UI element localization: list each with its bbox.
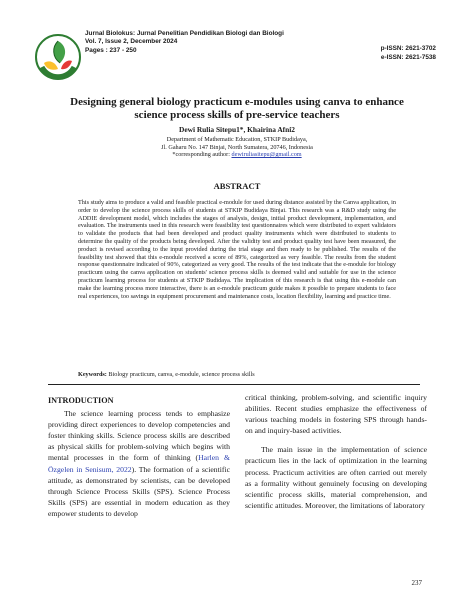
affiliation: Department of Mathematic Education, STKIP Budidaya, Jl. Gaharu No. 147 Binjai, North Sumatera, 20746, Indonesia *corresponding author: dewiruliasitepu@gmail.com [161,136,313,159]
issn-block [381,44,436,62]
intro-paragraph: The science learning process tends to emphasize providing direct experiences to develop competencies and foster thinking skills. Science process skills are described as physical skills for problem-solving which begins with mental processes in the form of thinking (Harlen & Özgelen in Senisum, 2022). The formation of a scientific attitude, as demonstrated by scientists, can be developed through Science Process Skills (SPS). Science Process Skills (SPS) are essential in modern education as they empower students to develop [48,409,231,518]
section-divider [48,384,420,385]
citation-link[interactable]: Harlen & Özgelen in Senisum, 2022 [48,453,230,474]
journal-pages: Pages : 237 - 250 [85,46,137,54]
electronic-issn: e-ISSN: 2621-7538 [380,54,436,61]
introduction-heading: INTRODUCTION [48,396,114,405]
journal-volume: Vol. 7, Issue 2, December 2024 [85,38,178,46]
keywords: Keywords: Biology practicum, canva, e-module, science process skills [78,371,255,378]
journal-info [85,30,284,55]
author-list: Dewi Rulia Sitepu1*, Khairina Afni2 [178,125,295,134]
intro-paragraph-2: The main issue in the implementation of science practicum lies in the lack of optimization in the learning process. Practicum activities are often carried out merely as a formality without genuinely focusing on developing scientific process skills, material comprehension, and scientific attitudes. Moreover, the limitations of laboratory [245,445,427,510]
right-column [245,392,427,511]
author-email-link[interactable]: dewiruliasitepu@gmail.com [231,151,302,159]
abstract-heading: ABSTRACT [213,181,261,191]
journal-logo [34,33,82,81]
paper-title: Designing general biology practicum e-modules using canva to enhance science process skills of pre-service teachers [70,96,404,121]
abstract-text: This study aims to produce a valid and feasible practical e-module for used during distance assisted by the Canva application, in order to develop the science process skills of students at STKIP Budidaya Binjai. This research was a R&D study using the ADDIE development model, which includes the stages of analysis, design, initial product development, implementation, and evaluation. The instruments used in this research were feasibility test questionnaires which were distributed to expert validators to validate the products that had been developed and product quality instruments which were distributed to students to determine the quality of the products being developed. After the validity test and product quality test have been measured, the product is revised according to the input provided during the trial stage and then ready to be published. The results of the feasibility test showed that this e-module received a score of 89%, categorized as very feasible. The results from the student response questionnaire indicated of 90%, categorized as very good. The results of the test indicate that the e-module for biology practicum using the canva application on students' science process skills is deemed valid and suitable for use in the science practicum learning process for students at STKIP Budidaya. The implication of this research is that using this e-module can make the learning process more interactive, there is an e-module practicum guide makes it possible to prepare students to face real experiences, too savings in equipment procurement and maintenance costs, location flexibility, learning and practice time. [78,199,396,300]
print-issn: p-ISSN: 2621-3702 [380,45,436,52]
left-column [48,395,230,519]
intro-paragraph-continued: critical thinking, problem-solving, and scientific inquiry abilities. Recent studies emphasize the effectiveness of various teaching models in fostering SPS through hands-on and inquiry-based activities. [245,393,427,436]
journal-name: Jurnal Biolokus: Jurnal Penelitian Pendidikan Biologi dan Biologi [85,30,284,37]
page-number: 237 [411,579,422,587]
